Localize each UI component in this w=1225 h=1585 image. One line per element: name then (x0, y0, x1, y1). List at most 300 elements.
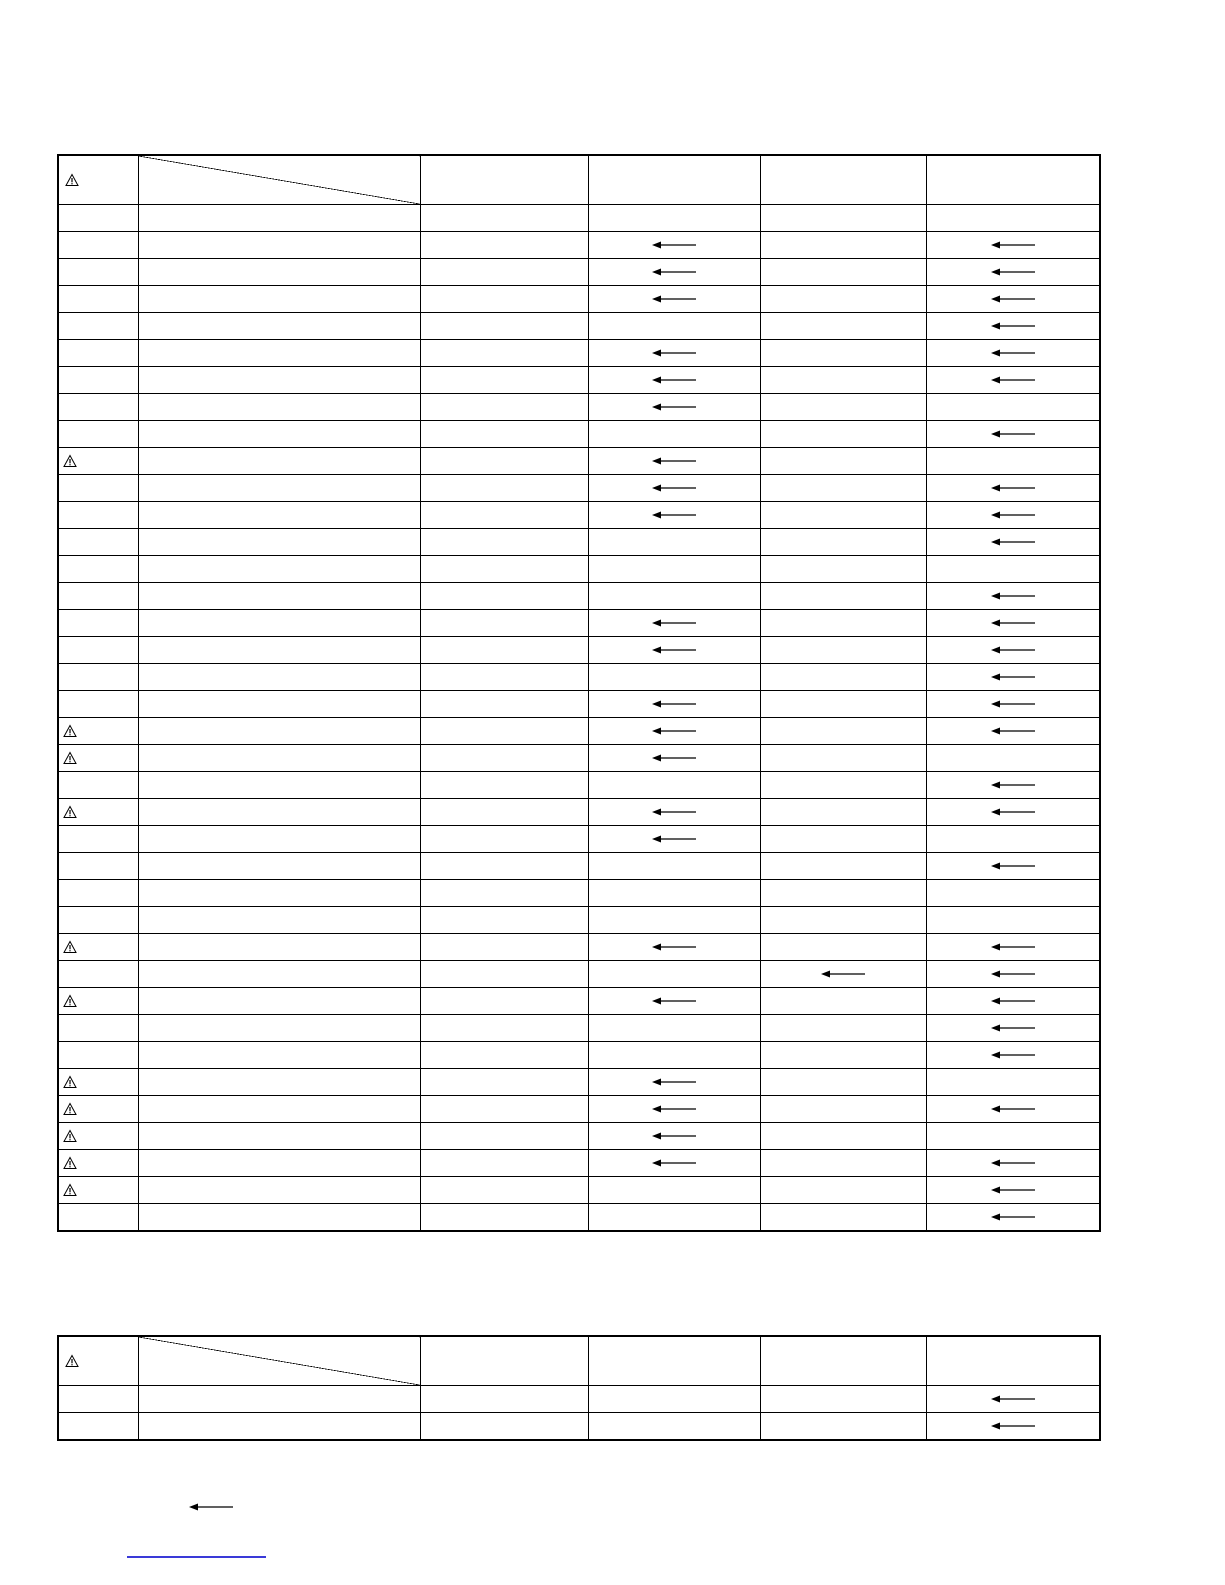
table-cell (58, 853, 138, 880)
table-row (58, 853, 1100, 880)
table-cell (58, 556, 138, 583)
table-cell (926, 1177, 1100, 1204)
table-cell (58, 934, 138, 961)
table-cell (760, 313, 926, 340)
table-cell (420, 961, 588, 988)
table-cell (588, 826, 760, 853)
table-cell (420, 1096, 588, 1123)
table-row (58, 988, 1100, 1015)
left-arrow-icon (991, 726, 1035, 736)
table-cell (926, 1386, 1100, 1413)
table-cell (588, 1413, 760, 1441)
table-cell (58, 583, 138, 610)
table-cell (138, 1150, 420, 1177)
table-cell (138, 772, 420, 799)
table-cell (760, 1386, 926, 1413)
table-row (58, 1177, 1100, 1204)
table-cell (760, 529, 926, 556)
table-row (58, 232, 1100, 259)
warning-triangle-icon (65, 1355, 79, 1368)
left-arrow-icon (652, 942, 696, 952)
table-cell (760, 718, 926, 745)
table-cell (58, 205, 138, 232)
table-cell (926, 799, 1100, 826)
table-cell (420, 988, 588, 1015)
table-cell (58, 988, 138, 1015)
table-cell (58, 1123, 138, 1150)
left-arrow-icon (991, 1212, 1035, 1222)
table-cell (760, 745, 926, 772)
left-arrow-icon (991, 996, 1035, 1006)
table-row (58, 502, 1100, 529)
table-cell (926, 1042, 1100, 1069)
table-cell (420, 1204, 588, 1232)
table-cell (420, 664, 588, 691)
table-cell (588, 1096, 760, 1123)
table-cell (58, 448, 138, 475)
table-row (58, 637, 1100, 664)
table-cell (58, 718, 138, 745)
table-cell (58, 1042, 138, 1069)
table-cell (58, 313, 138, 340)
table-cell (138, 583, 420, 610)
table-cell (420, 286, 588, 313)
table-cell (138, 826, 420, 853)
table-cell (58, 826, 138, 853)
table-row (58, 610, 1100, 637)
table-cell (760, 637, 926, 664)
table-cell (138, 664, 420, 691)
table-cell (760, 1413, 926, 1441)
table-cell (588, 232, 760, 259)
table-cell (420, 826, 588, 853)
table-cell (420, 502, 588, 529)
left-arrow-icon (652, 834, 696, 844)
table-cell (420, 907, 588, 934)
table-cell (588, 664, 760, 691)
table-cell (588, 853, 760, 880)
left-arrow-icon (652, 267, 696, 277)
table-cell (138, 880, 420, 907)
table-cell (588, 880, 760, 907)
table-cell (760, 610, 926, 637)
table-cell (588, 610, 760, 637)
table-cell (588, 772, 760, 799)
table-cell (58, 1204, 138, 1232)
left-arrow-icon (652, 483, 696, 493)
table-row (58, 745, 1100, 772)
table-row (58, 1042, 1100, 1069)
table-cell (926, 826, 1100, 853)
left-arrow-icon (991, 348, 1035, 358)
table-cell (420, 799, 588, 826)
table-row (58, 1096, 1100, 1123)
table-cell (760, 1042, 926, 1069)
table-row (58, 1386, 1100, 1413)
left-arrow-icon (991, 1158, 1035, 1168)
parts-table-2 (57, 1335, 1101, 1441)
table-cell (420, 394, 588, 421)
table-cell (138, 961, 420, 988)
table-cell (926, 961, 1100, 988)
left-arrow-icon (821, 969, 865, 979)
table-cell (926, 232, 1100, 259)
table-cell (138, 394, 420, 421)
table-cell (58, 745, 138, 772)
table-cell (926, 475, 1100, 502)
header-cell (926, 155, 1100, 205)
warning-triangle-icon (65, 174, 79, 187)
table-row (58, 934, 1100, 961)
table-row (58, 340, 1100, 367)
table-cell (588, 556, 760, 583)
table-cell (588, 286, 760, 313)
warning-triangle-icon (63, 995, 77, 1008)
left-arrow-icon (991, 672, 1035, 682)
left-arrow-icon (652, 1104, 696, 1114)
table-cell (138, 475, 420, 502)
table-row (58, 772, 1100, 799)
table-cell (760, 1204, 926, 1232)
table-cell (58, 529, 138, 556)
table-row (58, 691, 1100, 718)
table-row (58, 313, 1100, 340)
left-arrow-icon (991, 510, 1035, 520)
table-cell (138, 637, 420, 664)
table-cell (420, 880, 588, 907)
table-row (58, 205, 1100, 232)
table-cell (760, 772, 926, 799)
table-cell (420, 448, 588, 475)
header-cell (926, 1336, 1100, 1386)
table-cell (760, 448, 926, 475)
left-arrow-icon (991, 1104, 1035, 1114)
table-cell (420, 1015, 588, 1042)
left-arrow-icon (991, 1185, 1035, 1195)
left-arrow-icon (991, 1023, 1035, 1033)
table-cell (58, 1096, 138, 1123)
warning-triangle-icon (63, 1130, 77, 1143)
table-cell (58, 475, 138, 502)
table-cell (588, 259, 760, 286)
table-cell (588, 205, 760, 232)
left-arrow-icon (991, 807, 1035, 817)
table-cell (926, 529, 1100, 556)
table-cell (760, 907, 926, 934)
table-cell (760, 556, 926, 583)
table-cell (588, 421, 760, 448)
table-row (58, 367, 1100, 394)
table-cell (760, 934, 926, 961)
table-row (58, 583, 1100, 610)
table-cell (760, 880, 926, 907)
table-cell (138, 934, 420, 961)
table-cell (588, 529, 760, 556)
table-row (58, 475, 1100, 502)
table-cell (58, 907, 138, 934)
table-cell (760, 853, 926, 880)
table-cell (926, 259, 1100, 286)
table-cell (588, 799, 760, 826)
left-arrow-icon (652, 348, 696, 358)
table-cell (138, 313, 420, 340)
table-row (58, 556, 1100, 583)
left-arrow-icon (991, 942, 1035, 952)
table-cell (138, 1042, 420, 1069)
table-cell (420, 232, 588, 259)
table-cell (58, 340, 138, 367)
table-cell (760, 583, 926, 610)
warning-triangle-icon (63, 752, 77, 765)
left-arrow-icon (991, 321, 1035, 331)
table-cell (138, 1204, 420, 1232)
table-cell (760, 205, 926, 232)
left-arrow-icon (991, 1050, 1035, 1060)
table-cell (926, 556, 1100, 583)
table-cell (420, 556, 588, 583)
table-cell (588, 1386, 760, 1413)
table-cell (588, 1177, 760, 1204)
table-cell (926, 1015, 1100, 1042)
table-cell (420, 610, 588, 637)
table-cell (926, 286, 1100, 313)
table-cell (588, 1015, 760, 1042)
table-cell (760, 1096, 926, 1123)
table-cell (138, 259, 420, 286)
table-cell (138, 745, 420, 772)
table-cell (926, 313, 1100, 340)
left-arrow-icon (652, 753, 696, 763)
table-cell (58, 880, 138, 907)
table-cell (588, 691, 760, 718)
left-arrow-icon (991, 645, 1035, 655)
table-cell (138, 1069, 420, 1096)
table-cell (588, 718, 760, 745)
table-cell (760, 664, 926, 691)
table-cell (420, 340, 588, 367)
left-arrow-icon (652, 294, 696, 304)
table-cell (926, 1413, 1100, 1441)
table-row (58, 718, 1100, 745)
table-cell (926, 853, 1100, 880)
table-cell (420, 1386, 588, 1413)
table-cell (58, 1015, 138, 1042)
table-cell (138, 610, 420, 637)
table-cell (420, 421, 588, 448)
table-cell (138, 1015, 420, 1042)
table-cell (58, 286, 138, 313)
left-arrow-icon (652, 456, 696, 466)
table-cell (420, 583, 588, 610)
header-row (58, 155, 1100, 205)
table-cell (420, 718, 588, 745)
left-arrow-icon (991, 618, 1035, 628)
table-cell (588, 961, 760, 988)
table-cell (138, 286, 420, 313)
table-cell (588, 313, 760, 340)
warning-triangle-icon (63, 806, 77, 819)
table-cell (760, 286, 926, 313)
table-cell (926, 664, 1100, 691)
table-cell (588, 475, 760, 502)
table-cell (926, 691, 1100, 718)
left-arrow-icon (991, 375, 1035, 385)
table-cell (138, 1123, 420, 1150)
table-cell (760, 988, 926, 1015)
table-cell (760, 1177, 926, 1204)
table-cell (420, 934, 588, 961)
table-cell (138, 1177, 420, 1204)
table-cell (420, 367, 588, 394)
left-arrow-icon (991, 591, 1035, 601)
table-cell (926, 394, 1100, 421)
table-cell (138, 1413, 420, 1441)
table-row (58, 1204, 1100, 1232)
table-cell (588, 637, 760, 664)
left-arrow-icon (991, 780, 1035, 790)
table-cell (760, 475, 926, 502)
table-cell (926, 1096, 1100, 1123)
table-row (58, 880, 1100, 907)
left-arrow-icon (991, 429, 1035, 439)
table-cell (58, 1177, 138, 1204)
table-cell (926, 1150, 1100, 1177)
left-arrow-icon (991, 861, 1035, 871)
table-cell (420, 1069, 588, 1096)
table-row (58, 1069, 1100, 1096)
table-cell (760, 394, 926, 421)
table-cell (760, 1069, 926, 1096)
table-cell (138, 367, 420, 394)
warning-triangle-icon (63, 725, 77, 738)
table-cell (58, 610, 138, 637)
table-cell (760, 1015, 926, 1042)
table-cell (760, 1150, 926, 1177)
table-cell (138, 1386, 420, 1413)
table-row (58, 394, 1100, 421)
table-cell (420, 205, 588, 232)
table-cell (588, 907, 760, 934)
table-cell (420, 1413, 588, 1441)
table-cell (760, 799, 926, 826)
table-cell (926, 1069, 1100, 1096)
warning-triangle-icon (63, 1157, 77, 1170)
table-cell (760, 232, 926, 259)
table-cell (926, 340, 1100, 367)
table-row (58, 259, 1100, 286)
table-cell (926, 448, 1100, 475)
table-cell (926, 421, 1100, 448)
left-arrow-icon (652, 240, 696, 250)
left-arrow-icon (991, 537, 1035, 547)
warning-triangle-icon (63, 455, 77, 468)
table-cell (760, 421, 926, 448)
left-arrow-icon (652, 375, 696, 385)
table-cell (58, 637, 138, 664)
table-cell (58, 664, 138, 691)
table-cell (926, 1123, 1100, 1150)
header-cell (588, 1336, 760, 1386)
table-cell (588, 367, 760, 394)
table-cell (58, 502, 138, 529)
header-cell (420, 1336, 588, 1386)
header-cell (58, 155, 138, 205)
table-cell (926, 907, 1100, 934)
table-cell (58, 232, 138, 259)
left-arrow-icon (652, 510, 696, 520)
table-cell (58, 259, 138, 286)
table-row (58, 448, 1100, 475)
table-cell (58, 961, 138, 988)
header-cell (760, 1336, 926, 1386)
table-cell (588, 340, 760, 367)
table-cell (420, 313, 588, 340)
header-cell (588, 155, 760, 205)
table-cell (588, 745, 760, 772)
table-row (58, 1413, 1100, 1441)
table-cell (58, 691, 138, 718)
table-cell (138, 448, 420, 475)
warning-triangle-icon (63, 1076, 77, 1089)
table-cell (138, 421, 420, 448)
table-cell (138, 205, 420, 232)
table-cell (760, 826, 926, 853)
table-cell (138, 853, 420, 880)
table-cell (588, 502, 760, 529)
warning-triangle-icon (63, 941, 77, 954)
table-row (58, 286, 1100, 313)
left-arrow-icon (652, 699, 696, 709)
table-cell (420, 691, 588, 718)
table-cell (588, 394, 760, 421)
table-cell (58, 394, 138, 421)
table-cell (420, 475, 588, 502)
table-cell (588, 934, 760, 961)
table-cell (138, 1096, 420, 1123)
table-cell (138, 907, 420, 934)
table-cell (760, 259, 926, 286)
table-cell (926, 880, 1100, 907)
table-cell (420, 772, 588, 799)
header-diagonal-cell (138, 1336, 420, 1386)
table-cell (588, 448, 760, 475)
left-arrow-icon (652, 1077, 696, 1087)
left-arrow-icon (991, 294, 1035, 304)
table-cell (420, 1042, 588, 1069)
table-cell (926, 205, 1100, 232)
table-cell (926, 502, 1100, 529)
left-arrow-icon (991, 267, 1035, 277)
header-diagonal-cell (138, 155, 420, 205)
table-cell (420, 745, 588, 772)
table-cell (138, 799, 420, 826)
table-cell (420, 1123, 588, 1150)
table-cell (588, 583, 760, 610)
table-row (58, 826, 1100, 853)
table-cell (926, 1204, 1100, 1232)
table-cell (926, 745, 1100, 772)
left-arrow-icon (991, 240, 1035, 250)
table-row (58, 529, 1100, 556)
table-cell (588, 1204, 760, 1232)
header-cell (58, 1336, 138, 1386)
table-cell (588, 988, 760, 1015)
table-cell (760, 961, 926, 988)
table-cell (138, 556, 420, 583)
left-arrow-icon (652, 645, 696, 655)
bottom-link-underline[interactable] (127, 1556, 266, 1558)
table-row (58, 1123, 1100, 1150)
